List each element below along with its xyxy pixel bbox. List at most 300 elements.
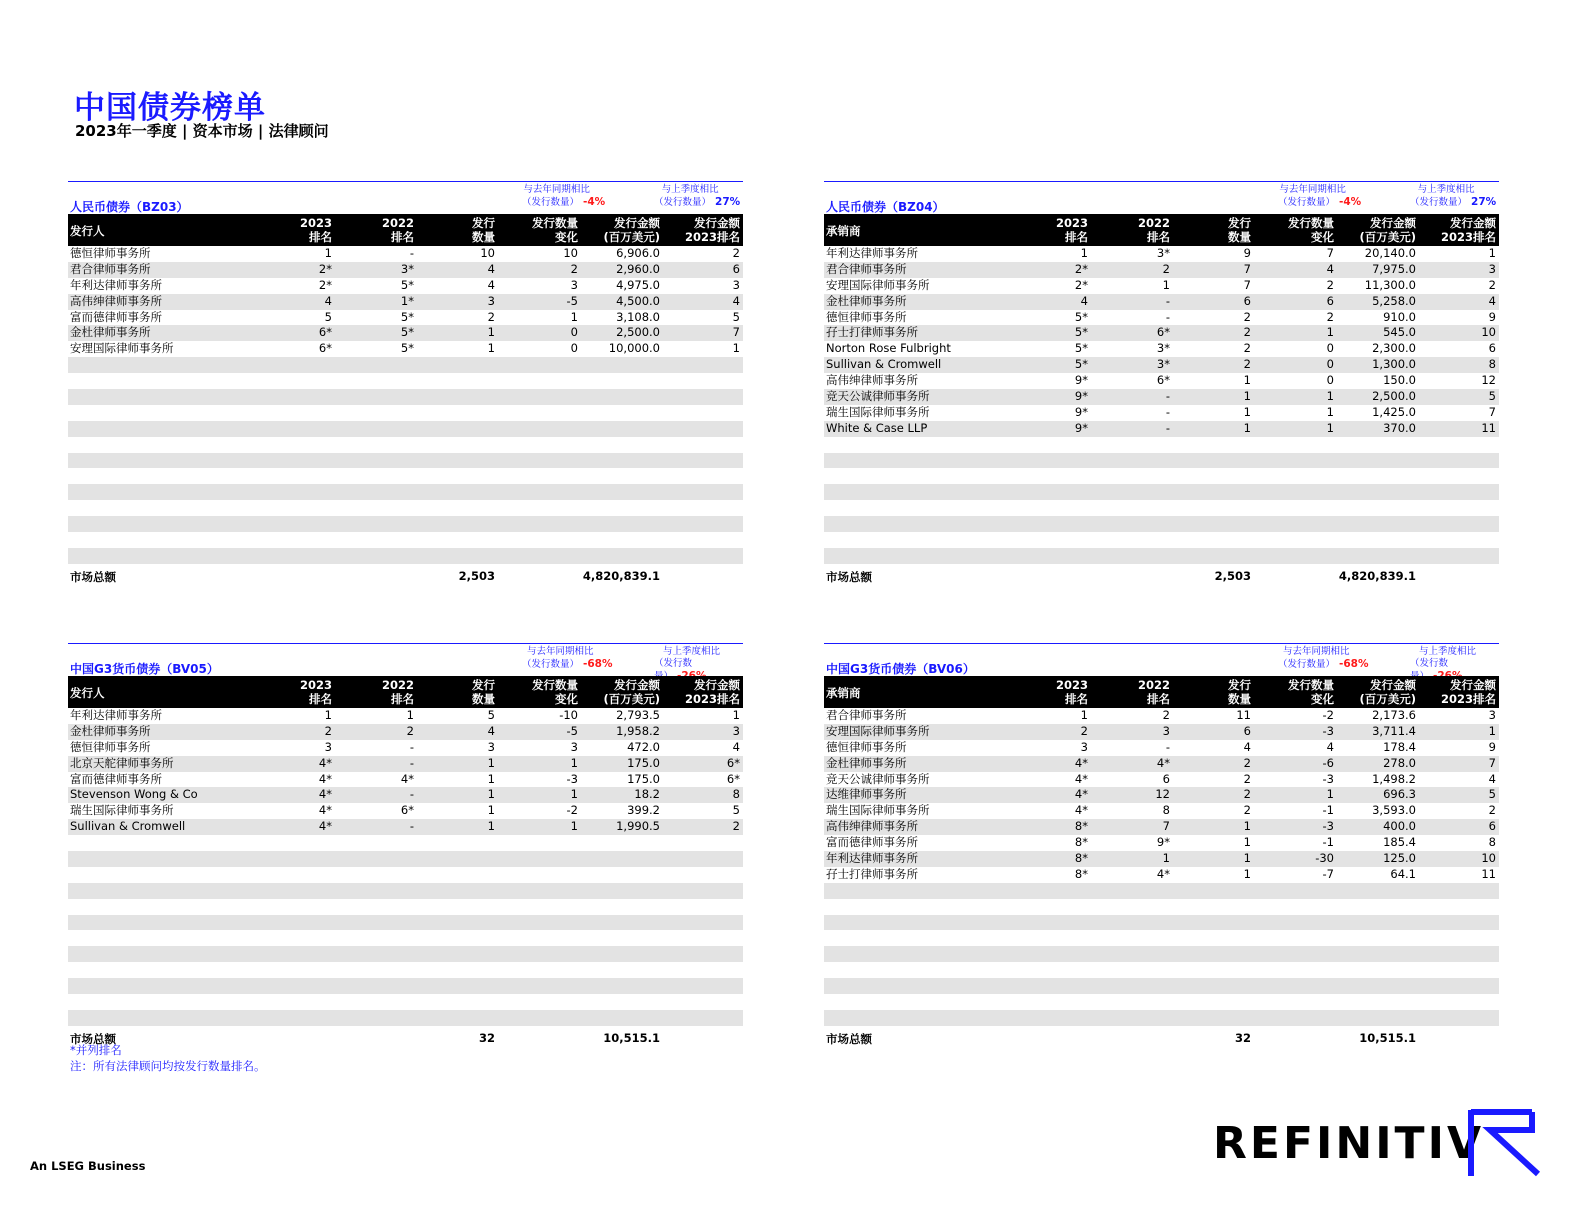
cell-value: 6* [400,803,414,818]
table-header [68,214,743,246]
table-row [824,310,1499,326]
yoy-label: 与去年同期相比 [527,646,594,657]
cell-advisor: Norton Rose Fulbright [826,341,951,356]
table-row [68,341,743,357]
cell-value: 1,425.0 [1372,404,1416,419]
cell-value: 0 [570,341,578,356]
cell-value: 9* [1074,373,1088,388]
cell-value: 6 [1488,341,1496,356]
cell-value: 2 [324,723,332,738]
cell-value: 910.0 [1383,309,1416,324]
table-row [824,835,1499,851]
cell-value: 2* [318,261,332,276]
page-subtitle: 2023年一季度 | 资本市场 | 法律顾问 [75,122,329,140]
header-cell: 2022 排名 [381,216,414,244]
market-total-row [824,567,1499,585]
empty-row [824,453,1499,469]
cell-value: -3 [566,771,578,786]
cell-value: 1 [487,819,495,834]
cell-value: 3,593.0 [1372,803,1416,818]
cell-value: 2,300.0 [1372,341,1416,356]
cell-value: 1 [1243,866,1251,881]
cell-value: 150.0 [1383,373,1416,388]
panel-bv05 [68,643,743,1047]
cell-value: 1 [406,708,414,722]
cell-value: 4* [1074,755,1088,770]
cell-value: 4 [487,261,495,276]
cell-value: - [1165,420,1170,435]
cell-value: 1 [570,819,578,834]
cell-value: 8* [1074,819,1088,834]
cell-value: -5 [566,723,578,738]
cell-value: 4* [318,787,332,802]
cell-value: 6 [1162,771,1170,786]
cell-value: 5* [1074,325,1088,340]
header-cell: 2023 排名 [1055,678,1088,706]
table-row [68,819,743,835]
yoy-sublabel-line [1264,196,1361,209]
footnote-tie: *并列排名 [70,1043,122,1057]
cell-value: 10,000.0 [608,341,660,356]
table-row [824,787,1499,803]
cell-advisor: Stevenson Wong & Co [70,787,198,802]
cell-advisor: 君合律师事务所 [70,261,151,276]
cell-value: 7,975.0 [1372,261,1416,276]
cell-value: 7 [1243,261,1251,276]
table-row [68,756,743,772]
cell-value: 1 [1080,246,1088,260]
cell-value: 4 [1488,771,1496,786]
yoy-sublabel: （发行数量） [522,659,580,670]
panel-header [68,643,743,676]
table-body [824,246,1499,564]
yoy-label: 与去年同期相比 [1283,646,1350,657]
cell-value: -30 [1315,851,1334,866]
empty-row [68,468,743,484]
empty-row [68,883,743,899]
cell-value: - [409,246,414,260]
cell-value: -5 [566,293,578,308]
cell-value: - [1165,293,1170,308]
cell-value: 9* [1074,420,1088,435]
cell-advisor: 瑞生国际律师事务所 [70,803,174,818]
cell-advisor: 高伟绅律师事务所 [826,373,918,388]
table-body [824,708,1499,1026]
cell-value: 5 [732,309,740,324]
empty-row [68,994,743,1010]
market-total-label: 市场总额 [826,1031,872,1046]
cell-value: 1 [1162,851,1170,866]
table-row [824,246,1499,262]
cell-advisor: 北京天舵律师事务所 [70,755,174,770]
empty-row [824,468,1499,484]
cell-value: - [409,739,414,754]
cell-value: 1 [487,787,495,802]
table-header [68,676,743,708]
table-row [68,310,743,326]
qoq-value: 27% [1471,196,1497,208]
market-total-amount: 4,820,839.1 [1338,568,1416,583]
table-row [824,740,1499,756]
cell-value: 1 [1243,404,1251,419]
empty-row [824,978,1499,994]
cell-value: -2 [566,803,578,818]
empty-row [68,373,743,389]
table-row [68,262,743,278]
page-title: 中国债券榜单 [74,90,266,126]
cell-value: 1 [1243,420,1251,435]
cell-value: 20,140.0 [1364,246,1416,260]
cell-value: 2 [1243,325,1251,340]
table-row [824,772,1499,788]
cell-value: -3 [1322,723,1334,738]
cell-value: 18.2 [634,787,660,802]
empty-row [824,899,1499,915]
cell-advisor: 安理国际律师事务所 [826,723,930,738]
cell-value: 1,498.2 [1372,771,1416,786]
cell-value: 6* [318,341,332,356]
cell-value: 2 [1080,723,1088,738]
header-cell: 发行数量 变化 [1288,216,1334,244]
table-header [824,676,1499,708]
table-row [824,708,1499,724]
cell-value: 2,793.5 [616,708,660,722]
qoq-sublabel: （发行数量） [1410,197,1468,208]
cell-value: 3 [732,723,740,738]
cell-value: 1 [1488,246,1496,260]
cell-value: 1 [1243,819,1251,834]
cell-value: 8 [1488,357,1496,372]
cell-value: 1,990.5 [616,819,660,834]
cell-value: 178.4 [1383,739,1416,754]
cell-value: 9 [1488,309,1496,324]
cell-advisor: 孖士打律师事务所 [826,866,918,881]
cell-value: 5 [487,708,495,722]
cell-value: -1 [1322,803,1334,818]
header-cell: 发行数量 变化 [1288,678,1334,706]
cell-value: 5* [1074,309,1088,324]
header-cell: 2023 排名 [1055,216,1088,244]
cell-value: 3* [400,261,414,276]
cell-value: 2 [1326,277,1334,292]
table-row [68,740,743,756]
cell-value: 6 [732,261,740,276]
empty-row [68,484,743,500]
header-cell-name: 承销商 [826,224,861,238]
market-total-count: 2,503 [1214,568,1251,583]
market-total-label: 市场总额 [70,1031,116,1046]
cell-value: 9* [1074,389,1088,404]
cell-value: 370.0 [1383,420,1416,435]
cell-advisor: 高伟绅律师事务所 [70,293,162,308]
empty-row [824,1010,1499,1026]
cell-value: 1 [487,325,495,340]
empty-row [68,453,743,469]
cell-advisor: 竞天公诚律师事务所 [826,771,930,786]
empty-row [824,532,1499,548]
cell-value: 7 [1243,277,1251,292]
cell-value: 2 [1488,277,1496,292]
cell-advisor: 君合律师事务所 [826,261,907,276]
header-cell: 发行金额 (百万美元) [1359,678,1416,706]
yoy-label: 与去年同期相比 [523,184,590,195]
cell-value: 3 [487,293,495,308]
cell-value: 2 [1243,309,1251,324]
qoq-comparison [640,184,740,209]
yoy-sublabel-line [1264,658,1369,671]
cell-advisor: 竞天公诚律师事务所 [826,389,930,404]
panel-title: 人民币债券（BZ03） [70,200,189,214]
cell-value: 11 [1236,708,1251,722]
cell-value: 1 [570,309,578,324]
empty-row [68,835,743,851]
header-cell-name: 承销商 [826,686,861,700]
cell-value: 1 [1326,420,1334,435]
table-row [824,373,1499,389]
empty-row [68,962,743,978]
header-cell: 发行金额 2023排名 [684,216,740,244]
cell-advisor: Sullivan & Cromwell [70,819,186,834]
cell-value: - [1165,309,1170,324]
cell-value: 1 [1162,277,1170,292]
cell-value: 545.0 [1383,325,1416,340]
cell-value: 5* [1074,341,1088,356]
header-cell: 2022 排名 [1137,678,1170,706]
cell-value: 4* [318,771,332,786]
table-row [824,341,1499,357]
cell-value: - [1165,389,1170,404]
cell-value: 11 [1481,866,1496,881]
cell-value: 2 [1243,787,1251,802]
cell-advisor: 年利达律师事务所 [70,277,162,292]
market-total-row [824,1029,1499,1047]
header-cell: 2023 排名 [299,216,332,244]
empty-row [68,548,743,564]
table-row [824,851,1499,867]
cell-value: 1,958.2 [616,723,660,738]
cell-value: 2 [487,309,495,324]
panel-title: 中国G3货币债券（BV05） [70,662,219,676]
cell-value: 1 [1080,708,1088,722]
cell-advisor: 德恒律师事务所 [826,309,907,324]
yoy-comparison [508,184,605,209]
empty-row [68,899,743,915]
cell-value: -2 [1322,708,1334,722]
header-cell: 2022 排名 [1137,216,1170,244]
cell-value: 9 [1243,246,1251,260]
empty-row [68,532,743,548]
cell-advisor: 金杜律师事务所 [70,723,151,738]
table-row [824,262,1499,278]
header-cell: 发行金额 (百万美元) [603,216,660,244]
empty-row [824,548,1499,564]
cell-value: 5* [400,325,414,340]
panel-header [824,181,1499,214]
empty-row [68,946,743,962]
table-row [68,772,743,788]
cell-value: 1 [1243,851,1251,866]
table-row [824,421,1499,437]
cell-value: 2 [1243,341,1251,356]
cell-value: 4* [318,803,332,818]
cell-value: 4 [732,293,740,308]
cell-value: 5 [1488,389,1496,404]
market-total-row [68,567,743,585]
empty-row [824,883,1499,899]
empty-row [68,516,743,532]
cell-value: 8 [1488,835,1496,850]
cell-advisor: 安理国际律师事务所 [70,341,174,356]
table-body [68,708,743,1026]
cell-value: 8* [1074,851,1088,866]
cell-advisor: 高伟绅律师事务所 [826,819,918,834]
cell-value: 3 [1488,708,1496,722]
cell-value: 4* [1156,866,1170,881]
table-row [68,724,743,740]
cell-value: 3 [732,277,740,292]
table-header [824,214,1499,246]
cell-value: 2 [1488,803,1496,818]
cell-value: 10 [563,246,578,260]
cell-value: 11,300.0 [1364,277,1416,292]
cell-value: 3* [1156,341,1170,356]
cell-value: 1 [1326,325,1334,340]
cell-value: 2 [732,819,740,834]
cell-value: 4 [1488,293,1496,308]
cell-value: 3 [570,277,578,292]
cell-value: 5 [1488,787,1496,802]
cell-value: 8 [732,787,740,802]
empty-row [68,389,743,405]
cell-value: 4* [318,755,332,770]
cell-value: 1 [1243,373,1251,388]
cell-value: 125.0 [1383,851,1416,866]
yoy-label: 与去年同期相比 [1279,184,1346,195]
cell-advisor: 瑞生国际律师事务所 [826,803,930,818]
cell-advisor: 金杜律师事务所 [70,325,151,340]
cell-value: 0 [570,325,578,340]
refinitiv-wordmark: REFINITIV [1213,1118,1484,1169]
cell-value: 4 [1080,293,1088,308]
cell-value: 6 [1243,723,1251,738]
footnotes [70,1043,266,1074]
cell-advisor: 金杜律师事务所 [826,755,907,770]
cell-value: 4,500.0 [616,293,660,308]
cell-value: 10 [1481,851,1496,866]
cell-value: 4* [1074,771,1088,786]
empty-row [824,930,1499,946]
market-total-count: 2,503 [458,568,495,583]
cell-value: 1 [1488,723,1496,738]
cell-value: 5* [400,277,414,292]
qoq-sublabel: （发行数 [1410,658,1449,669]
header-cell: 发行金额 (百万美元) [603,678,660,706]
header-cell: 2023 排名 [299,678,332,706]
cell-advisor: 德恒律师事务所 [826,739,907,754]
cell-value: 4* [1156,755,1170,770]
table-row [824,756,1499,772]
market-total-amount: 10,515.1 [1359,1030,1416,1045]
qoq-label: 与上季度相比 [1417,184,1475,195]
cell-value: 399.2 [627,803,660,818]
qoq-comparison [1396,184,1496,209]
table-row [68,325,743,341]
market-total-amount: 4,820,839.1 [582,568,660,583]
cell-value: 2 [1243,771,1251,786]
header-cell: 发行金额 2023排名 [1440,216,1496,244]
header-cell: 发行 数量 [472,216,495,244]
cell-value: 6* [318,325,332,340]
qoq-label: 与上季度相比 [662,646,720,657]
cell-value: 12 [1481,373,1496,388]
cell-value: 3,711.4 [1372,723,1416,738]
cell-value: 1 [570,755,578,770]
table-row [824,405,1499,421]
cell-value: 2 [1162,708,1170,722]
table-body [68,246,743,564]
cell-value: 4* [400,771,414,786]
cell-value: 1 [487,803,495,818]
header-cell-name: 发行人 [70,686,105,700]
cell-value: 10 [480,246,495,260]
table-row [68,708,743,724]
panel-bz03 [68,181,743,585]
cell-value: 3 [1080,739,1088,754]
cell-advisor: 年利达律师事务所 [826,851,918,866]
cell-value: - [409,819,414,834]
cell-value: 2 [1243,357,1251,372]
cell-value: 7 [1162,819,1170,834]
yoy-value: -4% [583,196,606,208]
header-cell: 发行金额 2023排名 [1440,678,1496,706]
empty-row [824,994,1499,1010]
cell-value: 6 [1243,293,1251,308]
yoy-comparison [1264,646,1369,671]
lseg-footer: An LSEG Business [30,1159,146,1173]
cell-value: 7 [1488,404,1496,419]
cell-value: 6* [1156,325,1170,340]
cell-value: 1 [324,246,332,260]
cell-value: 5* [400,309,414,324]
cell-value: 5 [732,803,740,818]
cell-value: - [409,755,414,770]
cell-value: 3 [324,739,332,754]
cell-value: 3* [1156,246,1170,260]
cell-value: 2* [1074,261,1088,276]
cell-advisor: 富而德律师事务所 [70,309,162,324]
panel-title: 人民币债券（BZ04） [826,200,945,214]
cell-value: 9* [1156,835,1170,850]
qoq-sublabel-line [640,196,740,209]
cell-value: 0 [1326,357,1334,372]
cell-value: 1 [732,341,740,356]
yoy-comparison [1264,184,1361,209]
cell-value: 6 [1326,293,1334,308]
cell-value: 4 [1326,739,1334,754]
cell-value: 175.0 [627,771,660,786]
cell-value: 3,108.0 [616,309,660,324]
empty-row [824,484,1499,500]
cell-value: - [1165,404,1170,419]
yoy-sublabel-line [508,658,613,671]
qoq-value: 27% [715,196,741,208]
table-row [824,389,1499,405]
empty-row [68,867,743,883]
cell-value: 4 [487,723,495,738]
cell-value: 10 [1481,325,1496,340]
table-row [824,803,1499,819]
header-cell: 发行数量 变化 [532,216,578,244]
